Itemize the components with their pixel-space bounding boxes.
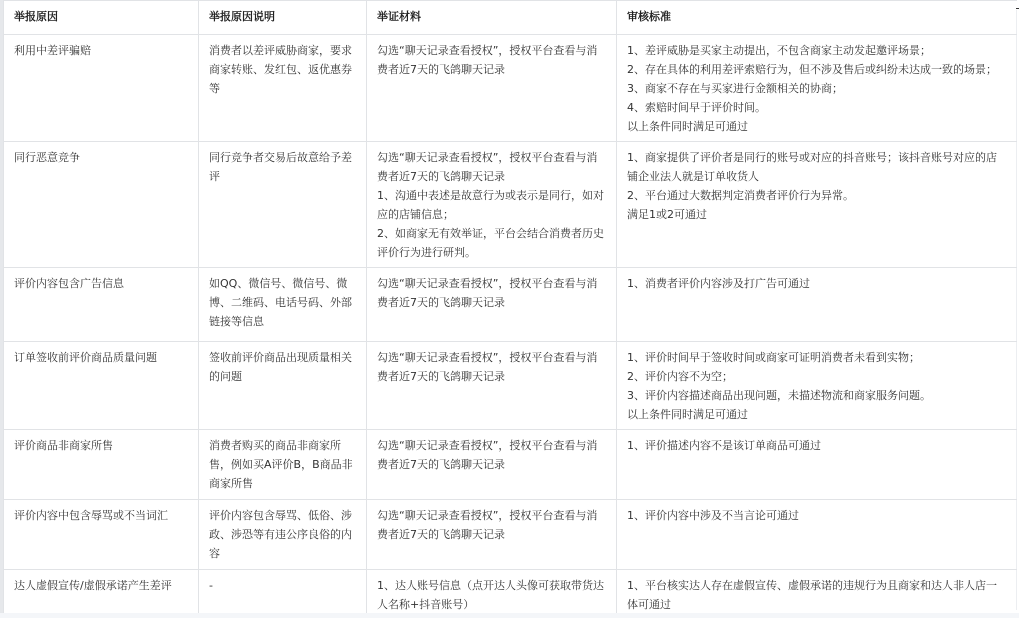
criteria-line: 2、存在具体的利用差评索赔行为，但不涉及售后或纠纷未达成一致的场景； [627, 63, 997, 76]
criteria-line: 2、评价内容不为空； [627, 370, 733, 383]
cell-evidence [367, 500, 617, 570]
table-container [3, 0, 1017, 613]
cell-description: 如QQ、微信号、微信号、微博、二维码、电话号码、外部链接等信息 [199, 268, 367, 342]
evidence-line: 勾选“聊天记录查看授权”，授权平台查看与消费者近7天的飞鸽聊天记录 [377, 151, 598, 183]
evidence-line: 勾选“聊天记录查看授权”，授权平台查看与消费者近7天的飞鸽聊天记录 [377, 277, 598, 309]
criteria-line: 1、平台核实达人存在虚假宣传、虚假承诺的违规行为且商家和达人非人店一体可通过 [627, 579, 997, 611]
evidence-line: 勾选“聊天记录查看授权”，授权平台查看与消费者近7天的飞鸽聊天记录 [377, 439, 598, 471]
cell-evidence [367, 35, 617, 142]
cell-criteria [617, 268, 1018, 342]
header-description: 举报原因说明 [199, 1, 367, 35]
criteria-line: 以上条件同时满足可通过 [627, 120, 748, 133]
evidence-line: 勾选“聊天记录查看授权”，授权平台查看与消费者近7天的飞鸽聊天记录 [377, 509, 598, 541]
criteria-line: 1、商家提供了评价者是同行的账号或对应的抖音账号；该抖音账号对应的店铺企业法人就是订单收货人 [627, 151, 997, 183]
cell-description: 消费者以差评威胁商家，要求商家转账、发红包、返优惠券等 [199, 35, 367, 142]
evidence-line: 1、达人账号信息（点开达人头像可获取带货达人名称+抖音账号） [377, 579, 604, 611]
criteria-line: 以上条件同时满足可通过 [627, 408, 748, 421]
cell-reason: 评价内容中包含辱骂或不当词汇 [4, 500, 199, 570]
cell-evidence [367, 430, 617, 500]
criteria-line: 满足1或2可通过 [627, 208, 707, 221]
header-row [4, 1, 1018, 35]
report-reasons-table [3, 0, 1017, 613]
criteria-line: 1、评价描述内容不是该订单商品可通过 [627, 439, 821, 452]
criteria-line: 1、评价内容中涉及不当言论可通过 [627, 509, 799, 522]
cell-evidence [367, 570, 617, 614]
cell-description: 同行竞争者交易后故意给予差评 [199, 142, 367, 268]
cell-criteria [617, 430, 1018, 500]
criteria-line: 1、评价时间早于签收时间或商家可证明消费者未看到实物； [627, 351, 920, 364]
cell-reason: 评价商品非商家所售 [4, 430, 199, 500]
cell-criteria [617, 142, 1018, 268]
header-reason: 举报原因 [4, 1, 199, 35]
cell-evidence [367, 142, 617, 268]
cell-evidence [367, 342, 617, 430]
cell-description: - [199, 570, 367, 614]
table-row [4, 268, 1018, 342]
evidence-line: 勾选“聊天记录查看授权”，授权平台查看与消费者近7天的飞鸽聊天记录 [377, 351, 598, 383]
header-criteria: 审核标准 [617, 1, 1018, 35]
evidence-line: 1、沟通中表述是故意行为或表示是同行，如对应的店铺信息； [377, 189, 604, 221]
table-row [4, 570, 1018, 614]
cell-criteria [617, 500, 1018, 570]
cell-reason: 利用中差评骗赔 [4, 35, 199, 142]
cell-reason: 评价内容包含广告信息 [4, 268, 199, 342]
cell-reason: 达人虚假宣传/虚假承诺产生差评 [4, 570, 199, 614]
table-row [4, 500, 1018, 570]
cell-description: 签收前评价商品出现质量相关的问题 [199, 342, 367, 430]
criteria-line: 1、消费者评价内容涉及打广告可通过 [627, 277, 810, 290]
criteria-line: 3、评价内容描述商品出现问题，未描述物流和商家服务问题。 [627, 389, 931, 402]
evidence-line: 2、如商家无有效举证，平台会结合消费者历史评价行为进行研判。 [377, 227, 604, 259]
table-row [4, 35, 1018, 142]
bottom-strip [0, 613, 1019, 618]
criteria-line: 3、商家不存在与买家进行金额相关的协商； [627, 82, 843, 95]
cell-reason: 同行恶意竞争 [4, 142, 199, 268]
table-row [4, 430, 1018, 500]
cell-description: 评价内容包含辱骂、低俗、涉政、涉恐等有违公序良俗的内容 [199, 500, 367, 570]
cell-criteria [617, 570, 1018, 614]
cell-reason: 订单签收前评价商品质量问题 [4, 342, 199, 430]
table-row [4, 342, 1018, 430]
header-evidence: 举证材料 [367, 1, 617, 35]
criteria-line: 1、差评威胁是买家主动提出，不包含商家主动发起邀评场景； [627, 44, 931, 57]
cell-evidence [367, 268, 617, 342]
criteria-line: 4、索赔时间早于评价时间。 [627, 101, 766, 114]
table-row [4, 142, 1018, 268]
criteria-line: 2、平台通过大数据判定消费者评价行为异常。 [627, 189, 854, 202]
cell-criteria [617, 342, 1018, 430]
evidence-line: 勾选“聊天记录查看授权”，授权平台查看与消费者近7天的飞鸽聊天记录 [377, 44, 598, 76]
cell-description: 消费者购买的商品非商家所售，例如买A评价B，B商品非商家所售 [199, 430, 367, 500]
cell-criteria [617, 35, 1018, 142]
